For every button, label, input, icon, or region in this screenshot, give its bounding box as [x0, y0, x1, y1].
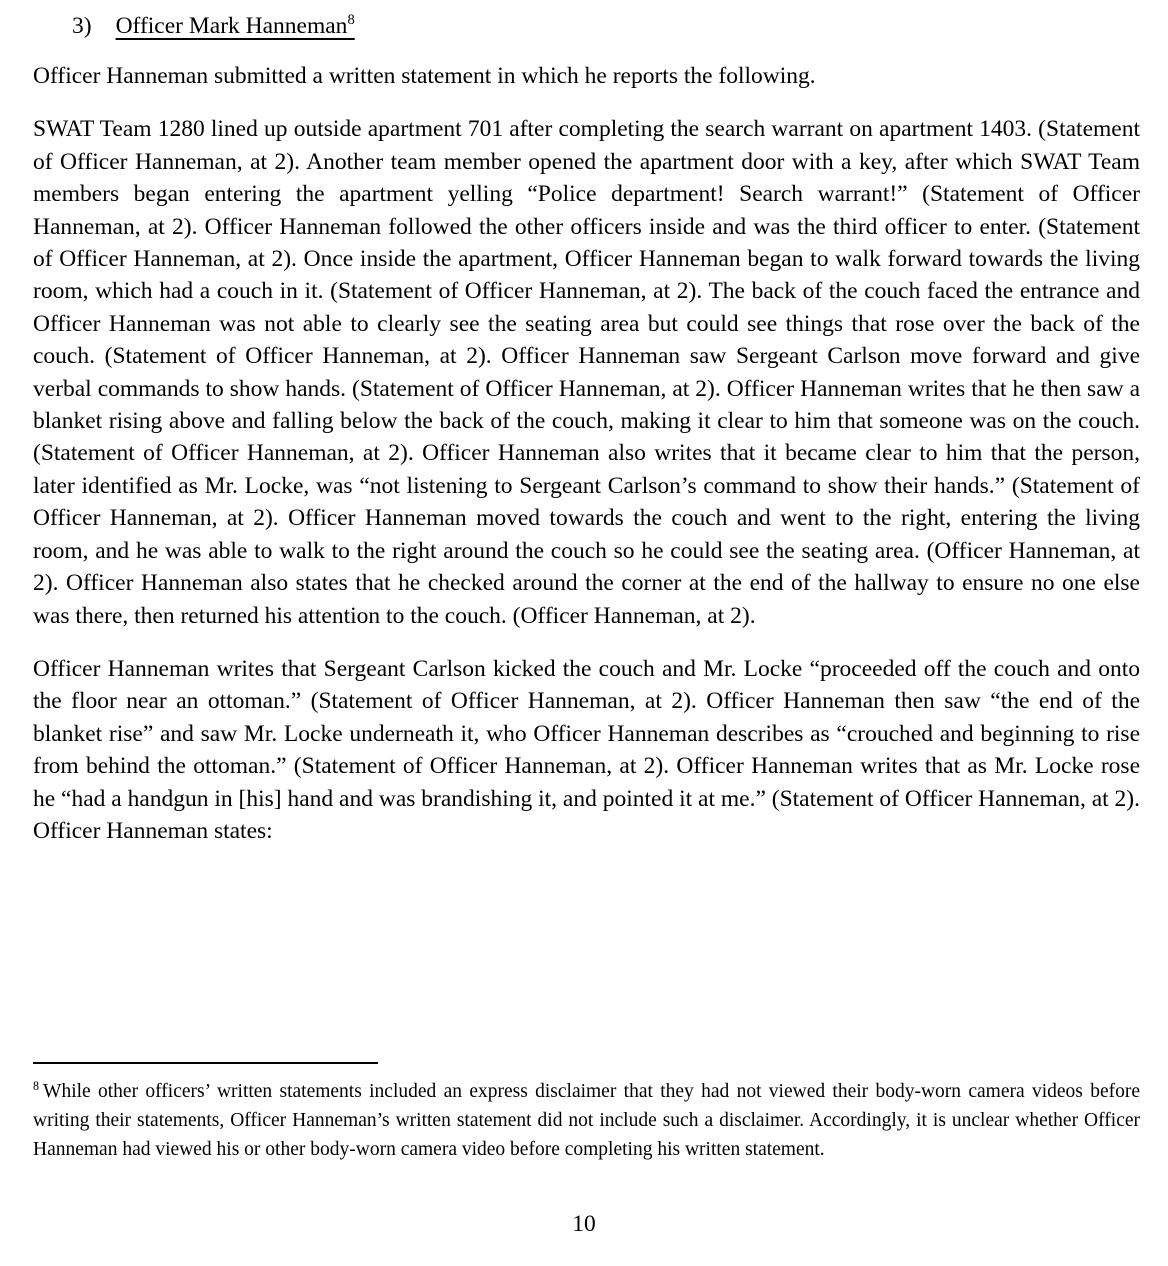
body-paragraph-couch-incident: Officer Hanneman writes that Sergeant Carlson kicked the couch and Mr. Locke “proceeded off the couch and onto the floor near an ottoman.” (Statement of Officer Hanneman, at 2). Officer Hanneman then saw “the end of the blanket rise” and saw Mr. Locke underneath it, who Officer Hanneman describes as “crouched and beginning to rise from behind the ottoman.” (Statement of Officer Hanneman, at 2). Officer Hanneman writes that as Mr. Locke rose he “had a handgun in [his] hand and was brandishing it, and pointed it at me.” (Statement of Officer Hanneman, at 2). Officer Hanneman states:	[33, 655, 1141, 844]
page-number: 10	[572, 1211, 596, 1237]
intro-paragraph: Officer Hanneman submitted a written statement in which he reports the following.	[33, 63, 816, 89]
section-heading	[72, 10, 1140, 42]
footnote-body: While other officers’ written statements included an express disclaimer that they had not viewed their body-worn camera videos before writing their statements, Officer Hanneman’s written statement did not include such a disclaimer. Accordingly, it is unclear whether Officer Hanneman had viewed his or other body-worn camera video before completing his written statement.	[33, 1081, 1140, 1160]
heading-number: 3)	[72, 13, 92, 39]
body-paragraph-swat-entry: SWAT Team 1280 lined up outside apartment 701 after completing the search warrant on apartment 1403. (Statement of Officer Hanneman, at 2). Another team member opened the apartment door with a key, after which SWAT Team members began entering the apartment yelling “Police department! Search warrant!” (Statement of Officer Hanneman, at 2). Officer Hanneman followed the other officers inside and was the third officer to enter. (Statement of Officer Hanneman, at 2). Once inside the apartment, Officer Hanneman began to walk forward towards the living room, which had a couch in it. (Statement of Officer Hanneman, at 2). The back of the couch faced the entrance and Officer Hanneman was not able to clearly see the seating area but could see things that rose over the back of the couch. (Statement of Officer Hanneman, at 2). Officer Hanneman saw Sergeant Carlson move forward and give verbal commands to show hands. (Statement of Officer Hanneman, at 2). Officer Hanneman writes that he then saw a blanket rising above and falling below the back of the couch, making it clear to him that someone was on the couch. (Statement of Officer Hanneman, at 2). Officer Hanneman also writes that it became clear to him that the person, later identified as Mr. Locke, was “not listening to Sergeant Carlson’s command to show their hands.” (Statement of Officer Hanneman, at 2). Officer Hanneman moved towards the couch and went to the right, entering the living room, and he was able to walk to the right around the couch so he could see the seating area. (Officer Hanneman, at 2). Officer Hanneman also states that he checked around the corner at the end of the hallway to ensure no one else was there, then returned his attention to the couch. (Officer Hanneman, at 2).	[33, 116, 1140, 629]
footnote-reference: 8	[347, 12, 355, 29]
footnote-text	[33, 1077, 1140, 1164]
heading-title	[116, 13, 355, 39]
footnote-separator-rule	[33, 1062, 378, 1064]
heading-title-text: Officer Mark Hanneman	[115, 13, 348, 39]
footnote-marker: 8	[33, 1078, 40, 1093]
footnote-area	[33, 1062, 1140, 1164]
